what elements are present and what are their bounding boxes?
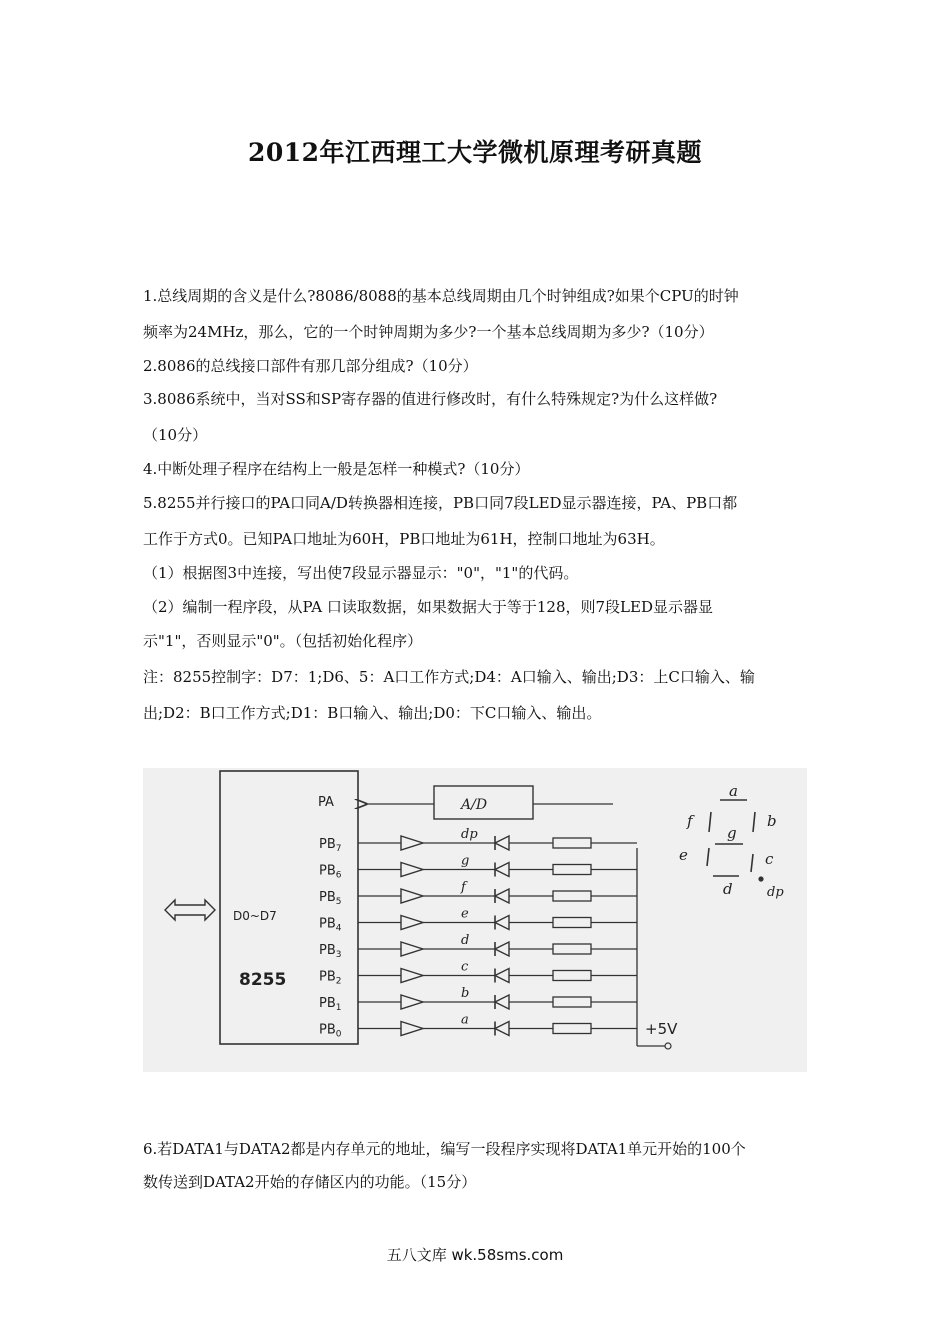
text-line-1: 1.总线周期的含义是什么?8086/8088的基本总线周期由几个时钟组成?如果个CPU的时钟 xyxy=(143,287,739,305)
buffer-icon-pb1 xyxy=(401,995,423,1009)
diode-icon-pb2 xyxy=(495,969,509,983)
pin-label-pb7: $PB_7$ xyxy=(319,837,342,854)
text-line-13: 出;D2：B口工作方式;D1：B口输入、输出;D0：下C口输入、输出。 xyxy=(143,704,602,722)
pin-label-pb4: $PB_4$ xyxy=(319,916,342,934)
segment-e-mark xyxy=(707,848,709,866)
supply-terminal-icon xyxy=(665,1043,671,1049)
segment-dp-mark xyxy=(759,877,763,881)
segment-b-label: b xyxy=(767,812,777,830)
diode-icon-pb6 xyxy=(495,863,509,877)
segment-dp-label: dp xyxy=(767,885,784,900)
buffer-icon-pb4 xyxy=(401,916,423,930)
resistor-icon-pb7 xyxy=(553,838,591,848)
diode-icon-pb5 xyxy=(495,889,509,903)
segment-f-mark xyxy=(709,812,711,832)
resistor-icon-pb5 xyxy=(553,891,591,901)
segment-f-label: f xyxy=(687,812,693,830)
diode-icon-pb7 xyxy=(495,836,509,850)
segment-g-label: g xyxy=(727,824,737,842)
buffer-icon-pb2 xyxy=(401,969,423,983)
pin-label-pb3: $PB_3$ xyxy=(319,943,342,960)
segment-b-mark xyxy=(753,812,755,832)
segment-c-label: c xyxy=(765,850,774,868)
resistor-icon-pb3 xyxy=(553,944,591,954)
text-line-10: （2）编制一程序段，从PA 口读取数据，如果数据大于等于128，则7段LED显示器显 xyxy=(143,598,713,616)
text-line-11: 示"1"，否则显示"0"。（包括初始化程序） xyxy=(143,632,423,650)
pin-label-pb1: $PB_1$ xyxy=(319,996,342,1013)
buffer-icon-pb5 xyxy=(401,889,423,903)
chip-label: 8255 xyxy=(239,970,287,990)
resistor-icon-pb1 xyxy=(553,997,591,1007)
segment-label-pb7: dp xyxy=(461,827,478,842)
pa-label: PA xyxy=(318,795,334,810)
resistor-icon-pb2 xyxy=(553,971,591,981)
page-footer: 五八文库 wk.58sms.com xyxy=(386,1246,564,1264)
segment-c-mark xyxy=(751,854,753,872)
resistor-icon-pb6 xyxy=(553,865,591,875)
text-line-3: 2.8086的总线接口部件有那几部分组成?（10分） xyxy=(143,357,478,375)
buffer-icon-pb0 xyxy=(401,1022,423,1036)
text-line-12: 注：8255控制字：D7：1;D6、5：A口工作方式;D4：A口输入、输出;D3：上C口输入、输 xyxy=(143,668,755,686)
circuit-figure xyxy=(143,768,807,1072)
segment-label-pb5: f xyxy=(461,880,466,895)
pin-label-pb5: $PB_5$ xyxy=(319,890,342,907)
segment-label-pb0: a xyxy=(461,1012,469,1028)
text-line-5: （10分） xyxy=(143,426,208,444)
segment-d-label: d xyxy=(723,880,733,898)
segment-label-pb6: g xyxy=(461,853,470,869)
pb-rows xyxy=(319,827,637,1040)
buffer-icon-pb3 xyxy=(401,942,423,956)
segment-label-pb4: e xyxy=(461,906,469,922)
text-line-2: 频率为24MHz，那么，它的一个时钟周期为多少?一个基本总线周期为多少?（10分） xyxy=(143,323,714,341)
pin-label-pb0: $PB_0$ xyxy=(319,1022,342,1040)
segment-label-pb2: c xyxy=(461,959,469,975)
ad-label: A/D xyxy=(461,797,488,813)
text-line-14: 6.若DATA1与DATA2都是内存单元的地址，编写一段程序实现将DATA1单元开始的100个 xyxy=(143,1140,746,1158)
segment-e-label: e xyxy=(679,846,688,864)
buffer-icon-pb7 xyxy=(401,836,423,850)
pin-label-pb2: $PB_2$ xyxy=(319,969,342,987)
data-bus-arrow-icon xyxy=(165,900,215,920)
text-line-4: 3.8086系统中，当对SS和SP寄存器的值进行修改时，有什么特殊规定?为什么这样做? xyxy=(143,390,718,408)
diode-icon-pb4 xyxy=(495,916,509,930)
text-line-9: （1）根据图3中连接，写出使7段显示器显示："0"，"1"的代码。 xyxy=(143,564,579,582)
diode-icon-pb1 xyxy=(495,995,509,1009)
diode-icon-pb3 xyxy=(495,942,509,956)
text-line-6: 4.中断处理子程序在结构上一般是怎样一种模式?（10分） xyxy=(143,460,530,478)
page-title: 2012年江西理工大学微机原理考研真题 xyxy=(247,138,703,167)
segment-label-pb3: d xyxy=(461,933,470,948)
resistor-icon-pb0 xyxy=(553,1024,591,1034)
supply-label: +5V xyxy=(645,1020,678,1038)
segment-a-label: a xyxy=(729,782,738,800)
bus-label: D0~D7 xyxy=(233,909,277,923)
diode-icon-pb0 xyxy=(495,1022,509,1036)
text-line-8: 工作于方式0。已知PA口地址为60H，PB口地址为61H，控制口地址为63H。 xyxy=(143,530,665,548)
segment-label-pb1: b xyxy=(461,986,470,1001)
resistor-icon-pb4 xyxy=(553,918,591,928)
text-line-7: 5.8255并行接口的PA口同A/D转换器相连接，PB口同7段LED显示器连接，PA、PB口都 xyxy=(143,494,738,512)
pin-label-pb6: $PB_6$ xyxy=(319,863,342,881)
circuit-diagram xyxy=(143,768,807,1072)
buffer-icon-pb6 xyxy=(401,863,423,877)
text-line-15: 数传送到DATA2开始的存储区内的功能。（15分） xyxy=(143,1173,477,1191)
